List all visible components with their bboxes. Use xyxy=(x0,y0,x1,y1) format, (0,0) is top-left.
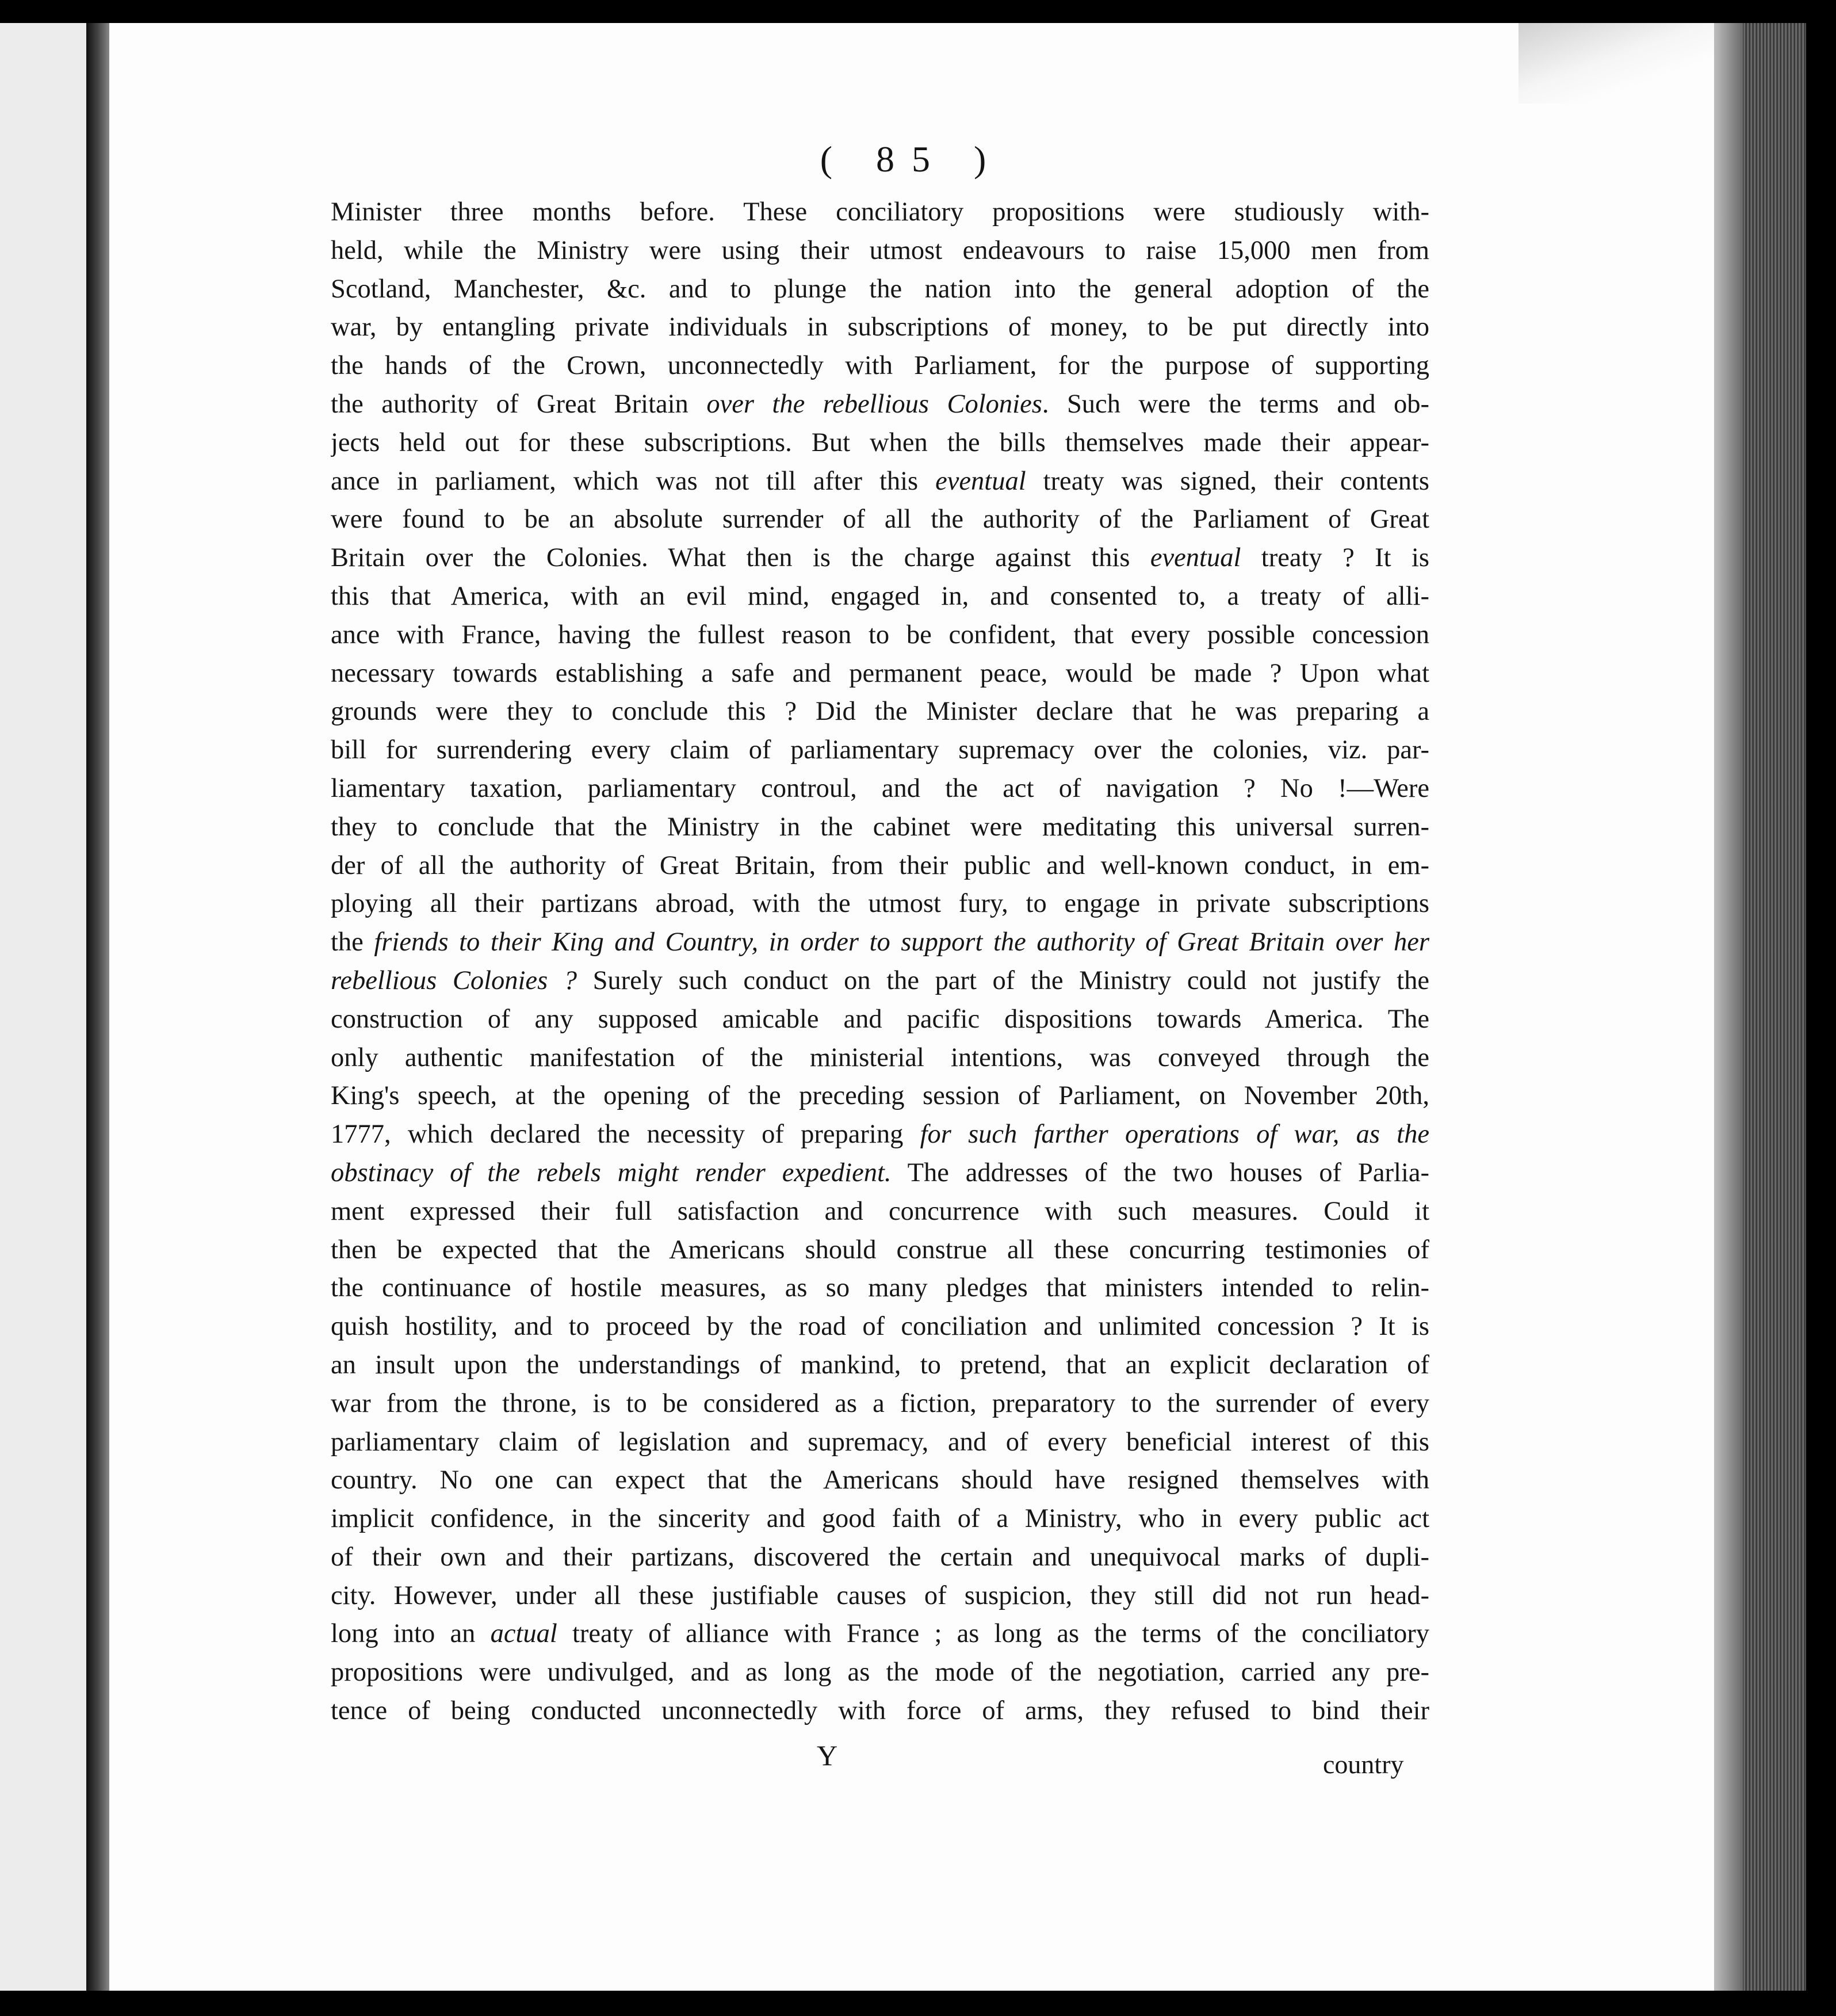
text-line xyxy=(331,347,1429,385)
text-run: of their own and their partizans, discovered the certain and unequivocal marks of dupli- xyxy=(331,1542,1429,1572)
text-line xyxy=(331,1001,1429,1039)
text-run: propositions were undivulged, and as long as the mode of the negotiation, carried any pre- xyxy=(331,1658,1429,1687)
text-run: construction of any supposed amicable and pacific dispositions towards America. The xyxy=(331,1004,1429,1034)
text-line xyxy=(331,270,1429,309)
text-line xyxy=(331,501,1429,539)
text-line xyxy=(331,1423,1429,1462)
text-line xyxy=(331,578,1429,616)
text-run: the hands of the Crown, unconnectedly with Parliament, for the purpose of supporting xyxy=(331,351,1429,381)
text-run: jects held out for these subscriptions. But when the bills themselves made their appear- xyxy=(331,427,1429,457)
text-line xyxy=(331,808,1429,847)
text-line xyxy=(331,385,1429,424)
text-run: then be expected that the Americans should construe all these concurring testimonies of xyxy=(331,1235,1429,1265)
text-run: Minister three months before. These conciliatory propositions were studiously with- xyxy=(331,197,1429,227)
text-run: the continuance of hostile measures, as so many pledges that ministers intended to relin- xyxy=(331,1273,1429,1303)
text-line xyxy=(331,1615,1429,1654)
text-run: treaty ? It is xyxy=(1241,543,1429,573)
book-fore-edge xyxy=(1743,23,1806,1991)
text-run: the authority of Great Britain xyxy=(331,389,707,419)
text-run: an insult upon the understandings of mankind, to pretend, that an explicit declaration of xyxy=(331,1350,1429,1380)
text-line xyxy=(331,1577,1429,1616)
page-corner-fold xyxy=(1518,23,1714,104)
text-run: treaty was signed, their contents xyxy=(1026,466,1429,496)
italic-text: obstinacy of the rebels might render expedient. xyxy=(331,1158,892,1188)
text-line xyxy=(331,731,1429,770)
text-line xyxy=(331,962,1429,1001)
text-run: necessary towards establishing a safe and permanent peace, would be made ? Upon what xyxy=(331,658,1429,688)
text-line xyxy=(331,885,1429,923)
text-run: were found to be an absolute surrender of all the authority of the Parliament of Great xyxy=(331,505,1429,534)
text-run: war, by entangling private individuals in subscriptions of money, to be put directly into xyxy=(331,312,1429,342)
italic-text: for such farther operations of war, as the xyxy=(920,1120,1429,1150)
text-run: bill for surrendering every claim of parliamentary supremacy over the colonies, viz. par- xyxy=(331,735,1429,765)
text-line xyxy=(331,923,1429,962)
text-run: treaty of alliance with France ; as long as the terms of the conciliatory xyxy=(557,1619,1429,1649)
text-line xyxy=(331,308,1429,347)
text-run: grounds were they to conclude this ? Did the Minister declare that he was preparing a xyxy=(331,697,1429,727)
italic-text: eventual xyxy=(935,466,1026,496)
book-gutter xyxy=(86,23,109,1991)
body-text xyxy=(331,193,1429,1731)
text-run: this that America, with an evil mind, engaged in, and consented to, a treaty of alli- xyxy=(331,581,1429,611)
text-run: long into an xyxy=(331,1619,491,1649)
italic-text: friends to their King and Country, in order to support the authority of Great Britain over her xyxy=(374,927,1429,957)
text-line xyxy=(331,1269,1429,1308)
text-run: liamentary taxation, parliamentary controul, and the act of navigation ? No !—Were xyxy=(331,773,1429,803)
text-run: ploying all their partizans abroad, with the utmost fury, to engage in private subscriptions xyxy=(331,889,1429,919)
text-line xyxy=(331,1461,1429,1500)
text-run: country. No one can expect that the Americans should have resigned themselves with xyxy=(331,1465,1429,1495)
italic-text: rebellious Colonies ? xyxy=(331,965,577,995)
text-run: ment expressed their full satisfaction and concurrence with such measures. Could it xyxy=(331,1196,1429,1226)
text-run: Surely such conduct on the part of the Ministry could not justify the xyxy=(577,965,1429,995)
text-line xyxy=(331,1654,1429,1692)
text-line xyxy=(331,539,1429,578)
text-run: tence of being conducted unconnectedly with force of arms, they refused to bind their xyxy=(331,1696,1429,1726)
text-line xyxy=(331,1154,1429,1193)
text-line xyxy=(331,463,1429,501)
text-line xyxy=(331,1116,1429,1154)
text-line xyxy=(331,1039,1429,1078)
italic-text: actual xyxy=(490,1619,557,1649)
previous-page-edge xyxy=(0,23,91,1991)
text-line xyxy=(331,193,1429,232)
text-run: ance with France, having the fullest reason to be confident, that every possible concession xyxy=(331,620,1429,650)
text-line xyxy=(331,655,1429,693)
italic-text: over the rebellious Colonies xyxy=(706,389,1042,419)
text-line xyxy=(331,1538,1429,1577)
italic-text: eventual xyxy=(1150,543,1241,573)
text-run: . Such were the terms and ob- xyxy=(1042,389,1429,419)
text-line xyxy=(331,847,1429,885)
text-run: city. However, under all these justifiable causes of suspicion, they still did not run head- xyxy=(331,1580,1429,1610)
text-run: King's speech, at the opening of the preceding session of Parliament, on November 20th, xyxy=(331,1081,1429,1111)
page-right-edge xyxy=(1714,23,1743,1991)
text-line xyxy=(331,1231,1429,1270)
text-run: the xyxy=(331,927,374,957)
text-run: parliamentary claim of legislation and supremacy, and of every beneficial interest of this xyxy=(331,1427,1429,1457)
text-line xyxy=(331,1500,1429,1538)
text-line xyxy=(331,232,1429,270)
text-run: The addresses of the two houses of Parlia- xyxy=(891,1158,1429,1188)
text-line xyxy=(331,1385,1429,1423)
text-run: quish hostility, and to proceed by the road of conciliation and unlimited concession ? It is xyxy=(331,1312,1429,1342)
text-line xyxy=(331,1077,1429,1116)
text-line xyxy=(331,1308,1429,1346)
text-run: only authentic manifestation of the ministerial intentions, was conveyed through the xyxy=(331,1043,1429,1072)
text-line xyxy=(331,1692,1429,1731)
text-run: ance in parliament, which was not till after this xyxy=(331,466,936,496)
text-line xyxy=(331,1193,1429,1231)
text-line xyxy=(331,1346,1429,1385)
text-run: Scotland, Manchester, &c. and to plunge the nation into the general adoption of the xyxy=(331,274,1429,304)
text-run: held, while the Ministry were using their utmost endeavours to raise 15,000 men from xyxy=(331,235,1429,265)
text-run: Britain over the Colonies. What then is the charge against this xyxy=(331,543,1150,573)
signature-mark: Y xyxy=(817,1739,838,1771)
text-run: war from the throne, is to be considered as a fiction, preparatory to the surrender of every xyxy=(331,1388,1429,1418)
catchword: country xyxy=(1323,1750,1404,1779)
text-line xyxy=(331,770,1429,808)
text-line xyxy=(331,424,1429,463)
text-line xyxy=(331,693,1429,731)
text-run: implicit confidence, in the sincerity and good faith of a Ministry, who in every public act xyxy=(331,1504,1429,1534)
page-number: ( 85 ) xyxy=(820,139,1004,180)
text-run: they to conclude that the Ministry in the cabinet were meditating this universal surren- xyxy=(331,812,1429,842)
text-run: 1777, which declared the necessity of preparing xyxy=(331,1120,920,1150)
text-run: der of all the authority of Great Britain, from their public and well-known conduct, in em- xyxy=(331,850,1429,880)
text-line xyxy=(331,616,1429,655)
